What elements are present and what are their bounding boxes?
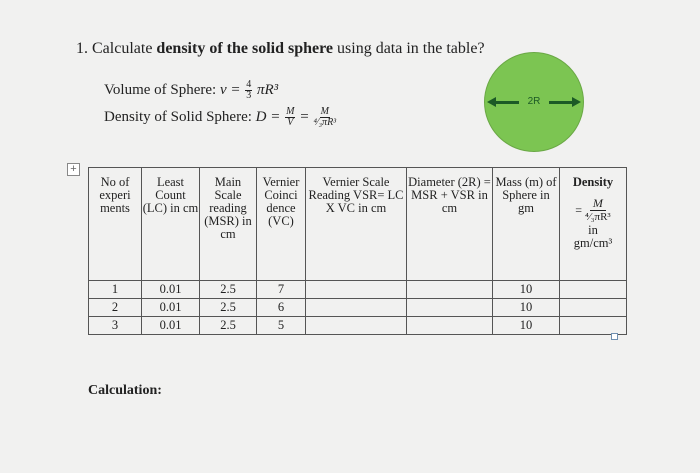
density-fraction-2 <box>313 107 336 128</box>
resize-handle-icon[interactable] <box>611 333 618 340</box>
volume-fraction <box>245 80 252 101</box>
diameter-label: 2R <box>519 95 549 108</box>
volume-frac-num: 4 <box>246 79 252 90</box>
cell-msr: 2.5 <box>200 317 257 335</box>
cell-mass: 10 <box>493 299 560 317</box>
table-row <box>89 299 627 317</box>
cell-density[interactable] <box>560 281 627 299</box>
header-lc: Least Count (LC) in cm <box>142 168 200 281</box>
volume-tail: πR³ <box>257 81 279 98</box>
volume-label: Volume of Sphere: <box>104 81 220 98</box>
plus-box-icon[interactable]: + <box>67 163 80 176</box>
cell-lc: 0.01 <box>142 299 200 317</box>
data-table <box>88 167 627 335</box>
density-frac1-den: V <box>287 117 294 128</box>
header-diameter: Diameter (2R) = MSR + VSR in cm <box>407 168 493 281</box>
header-msr: Main Scale reading (MSR) in cm <box>200 168 257 281</box>
cell-mass: 10 <box>493 317 560 335</box>
density-header-fraction <box>585 197 611 224</box>
density-frac1-num: M <box>286 106 295 117</box>
cell-diameter[interactable] <box>407 317 493 335</box>
cell-mass: 10 <box>493 281 560 299</box>
cell-vsr[interactable] <box>306 317 407 335</box>
cell-diameter[interactable] <box>407 299 493 317</box>
sphere-diagram <box>484 52 584 152</box>
arrow-right-icon <box>572 97 581 107</box>
cell-diameter[interactable] <box>407 281 493 299</box>
density-unit-line1: in <box>588 223 598 237</box>
cell-vsr[interactable] <box>306 281 407 299</box>
density-frac2-den: ⁴⁄₃πR³ <box>313 117 337 128</box>
density-lhs: D = <box>255 108 285 125</box>
diameter-arrow <box>485 97 583 107</box>
cell-vc: 5 <box>257 317 306 335</box>
volume-lhs: v = <box>219 81 245 98</box>
table-row <box>89 281 627 299</box>
density-header-eq: = <box>575 203 583 217</box>
header-mass: Mass (m) of Sphere in gm <box>493 168 560 281</box>
cell-no: 1 <box>89 281 142 299</box>
question-bold: density of the solid sphere <box>156 40 334 57</box>
header-no: No of experi ments <box>89 168 142 281</box>
cell-vsr[interactable] <box>306 299 407 317</box>
cell-no: 2 <box>89 299 142 317</box>
question-prefix: Calculate <box>92 40 157 57</box>
question-number: 1. <box>76 40 88 57</box>
cell-density[interactable] <box>560 299 627 317</box>
cell-msr: 2.5 <box>200 299 257 317</box>
calculation-label: Calculation: <box>88 383 162 398</box>
table-header-row <box>89 168 627 281</box>
table-row <box>89 317 627 335</box>
question-title <box>76 40 485 58</box>
density-formula <box>104 107 337 128</box>
cell-no: 3 <box>89 317 142 335</box>
volume-formula <box>104 80 278 101</box>
density-header-formula <box>560 197 626 224</box>
header-density <box>560 168 627 281</box>
cell-lc: 0.01 <box>142 317 200 335</box>
cell-density[interactable] <box>560 317 627 335</box>
question-suffix: using data in the table? <box>333 40 485 57</box>
header-vsr: Vernier Scale Reading VSR= LC X VC in cm <box>306 168 407 281</box>
density-unit-line2: gm/cm³ <box>573 236 613 250</box>
density-frac2-num: M <box>320 106 329 117</box>
cell-msr: 2.5 <box>200 281 257 299</box>
header-vc: Vernier Coinci dence (VC) <box>257 168 306 281</box>
volume-frac-den: 3 <box>246 90 252 101</box>
arrow-left-icon <box>487 97 496 107</box>
header-density-title: Density <box>572 175 614 189</box>
density-header-den: ⁴⁄₃πR³ <box>585 211 611 223</box>
cell-lc: 0.01 <box>142 281 200 299</box>
density-eq: = <box>300 108 313 125</box>
density-header-num: M <box>590 197 606 211</box>
cell-vc: 6 <box>257 299 306 317</box>
cell-vc: 7 <box>257 281 306 299</box>
density-label: Density of Solid Sphere: <box>104 108 256 125</box>
density-fraction-1 <box>285 107 295 128</box>
